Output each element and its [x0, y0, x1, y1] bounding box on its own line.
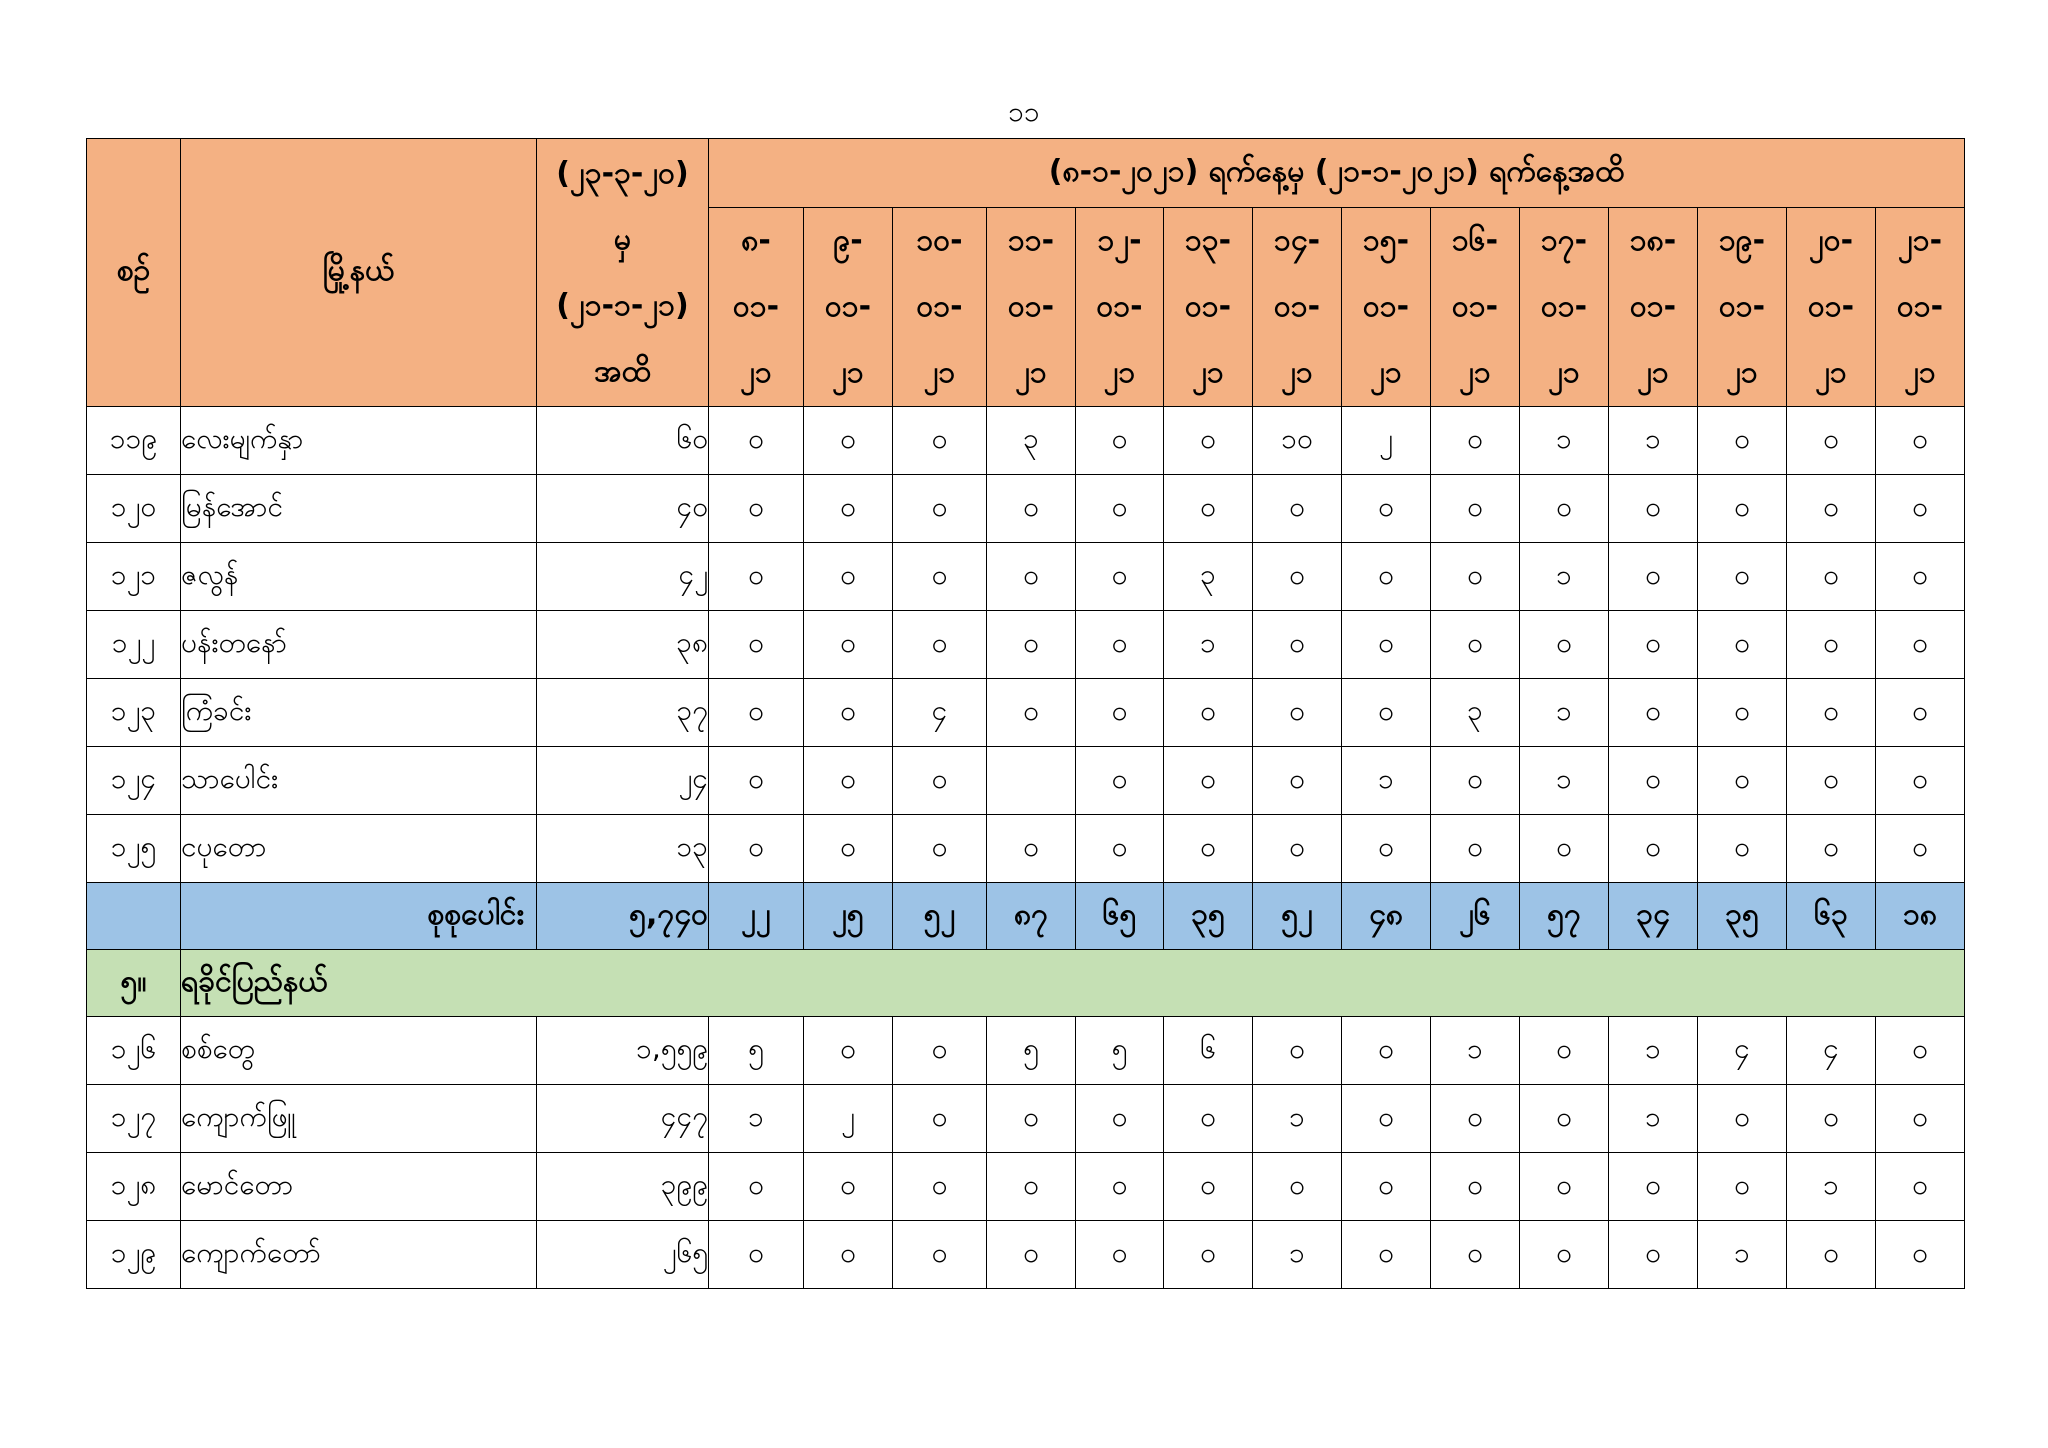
header-date-part: ၂၁	[1192, 355, 1224, 390]
row-value: ၀	[1520, 1017, 1609, 1085]
row-value: ၀	[1342, 1221, 1431, 1289]
header-date	[987, 208, 1076, 407]
header-date	[893, 208, 987, 407]
row-sr: ၁၁၉	[87, 407, 181, 475]
row-value: ၀	[1431, 611, 1520, 679]
row-sr: ၁၂၀	[87, 475, 181, 543]
row-value: ၀	[1520, 1221, 1609, 1289]
covid-cases-table	[86, 138, 1965, 1289]
header-date	[804, 208, 893, 407]
row-value: ၄	[1698, 1017, 1787, 1085]
header-date-part: ၂၁	[1459, 355, 1491, 390]
row-total: ၄၂	[537, 543, 709, 611]
row-value: ၀	[709, 1153, 804, 1221]
header-date-part: ၀၁-	[732, 289, 780, 324]
row-value: ၆	[1164, 1017, 1253, 1085]
row-value: ၁	[1520, 543, 1609, 611]
header-range-line: (၂၃-၃-၂၀)	[556, 155, 689, 191]
row-value: ၀	[1876, 815, 1965, 883]
row-value: ၀	[1876, 407, 1965, 475]
row-value: ၀	[1342, 611, 1431, 679]
row-value: ၀	[1431, 1153, 1520, 1221]
header-date-part: ၂၁	[1548, 355, 1580, 390]
row-value: ၅	[987, 1017, 1076, 1085]
row-value: ၁	[1431, 1017, 1520, 1085]
total-value: ၁၈	[1876, 883, 1965, 950]
row-value: ၀	[1698, 747, 1787, 815]
row-value: ၀	[1253, 747, 1342, 815]
table-row	[87, 815, 1965, 883]
row-value: ၀	[1698, 1085, 1787, 1153]
header-date-part: ၁၃-	[1184, 223, 1232, 258]
row-value: ၀	[1342, 1085, 1431, 1153]
header-date-part: ၀၁-	[1007, 289, 1055, 324]
row-value: ၀	[1076, 815, 1164, 883]
row-value: ၀	[1520, 475, 1609, 543]
total-value: ၂၂	[709, 883, 804, 950]
header-date-part: ၀၁-	[1096, 289, 1143, 324]
row-value: ၀	[804, 747, 893, 815]
row-township: ကျောက်တော်	[181, 1221, 537, 1289]
row-value: ၀	[1520, 1085, 1609, 1153]
header-date-part: ၁၆-	[1451, 223, 1499, 258]
header-date-part: ၉-	[833, 223, 863, 258]
row-value: ၀	[1876, 1017, 1965, 1085]
row-township: မြန်အောင်	[181, 475, 537, 543]
table-row	[87, 1017, 1965, 1085]
header-date	[1342, 208, 1431, 407]
total-label: စုစုပေါင်း	[181, 883, 537, 950]
row-value: ၀	[709, 747, 804, 815]
row-value: ၀	[987, 1085, 1076, 1153]
table-row	[87, 679, 1965, 747]
row-total: ၃၈	[537, 611, 709, 679]
header-date-part: ၂၁	[1103, 355, 1136, 390]
row-sr: ၁၂၄	[87, 747, 181, 815]
row-value: ၀	[893, 815, 987, 883]
row-value: ၀	[987, 1153, 1076, 1221]
row-value: ၀	[709, 611, 804, 679]
row-value: ၀	[1076, 475, 1164, 543]
row-value: ၀	[1876, 1085, 1965, 1153]
total-value: ၅၇	[1520, 883, 1609, 950]
row-value: ၃	[1431, 679, 1520, 747]
row-value: ၁	[1698, 1221, 1787, 1289]
row-value: ၀	[1076, 1153, 1164, 1221]
row-value: ၀	[1609, 1153, 1698, 1221]
row-value: ၀	[1787, 679, 1876, 747]
row-value: ၀	[1076, 611, 1164, 679]
row-value: ၀	[1876, 1153, 1965, 1221]
header-date-part: ၀၁-	[1540, 289, 1588, 324]
row-value: ၀	[804, 815, 893, 883]
row-sr: ၁၂၉	[87, 1221, 181, 1289]
header-date-part: ၀၁-	[1629, 289, 1677, 324]
total-value: ၆၅	[1076, 883, 1164, 950]
row-value: ၀	[987, 611, 1076, 679]
row-value: ၀	[1431, 1085, 1520, 1153]
header-sr: စဉ်	[87, 139, 181, 407]
row-value: ၀	[1253, 475, 1342, 543]
row-value: ၀	[1253, 543, 1342, 611]
row-value: ၀	[1431, 475, 1520, 543]
row-value: ၀	[1698, 475, 1787, 543]
header-date-part: ၁၄-	[1273, 223, 1321, 258]
row-value: ၀	[709, 407, 804, 475]
row-township: သာပေါင်း	[181, 747, 537, 815]
row-value: ၀	[1253, 1017, 1342, 1085]
row-value	[987, 747, 1076, 815]
header-date	[1520, 208, 1609, 407]
table-row	[87, 611, 1965, 679]
header-date-part: ၂၁	[1281, 355, 1313, 390]
header-date-part: ၀၁-	[1718, 289, 1766, 324]
row-value: ၁	[1609, 407, 1698, 475]
row-value: ၀	[804, 1221, 893, 1289]
row-value: ၀	[893, 1017, 987, 1085]
row-value: ၀	[987, 475, 1076, 543]
header-date-part: ၂၁	[1015, 355, 1047, 390]
row-value: ၀	[1164, 475, 1253, 543]
row-value: ၀	[1609, 815, 1698, 883]
row-value: ၀	[1076, 679, 1164, 747]
total-value: ၂၅	[804, 883, 893, 950]
row-value: ၀	[1342, 1153, 1431, 1221]
row-value: ၀	[1609, 611, 1698, 679]
header-date-part: ၀၁-	[1807, 289, 1855, 324]
row-sr: ၁၂၇	[87, 1085, 181, 1153]
row-value: ၀	[1076, 407, 1164, 475]
row-value: ၀	[987, 815, 1076, 883]
total-empty-cell	[87, 883, 181, 950]
row-value: ၀	[1520, 1153, 1609, 1221]
header-date	[1698, 208, 1787, 407]
section-name: ရခိုင်ပြည်နယ်	[181, 950, 1965, 1017]
row-sr: ၁၂၈	[87, 1153, 181, 1221]
row-total: ၃၇	[537, 679, 709, 747]
row-value: ၁	[1609, 1085, 1698, 1153]
row-value: ၀	[893, 1085, 987, 1153]
row-value: ၁၀	[1253, 407, 1342, 475]
row-value: ၀	[1164, 747, 1253, 815]
total-value: ၄၈	[1342, 883, 1431, 950]
row-total: ၁,၅၅၉	[537, 1017, 709, 1085]
row-value: ၀	[1431, 815, 1520, 883]
row-value: ၀	[1876, 475, 1965, 543]
row-value: ၀	[1787, 1221, 1876, 1289]
header-date-part: ၀၁-	[1273, 289, 1321, 324]
table-row	[87, 1085, 1965, 1153]
row-value: ၀	[1076, 543, 1164, 611]
header-date-part: ၁၁-	[1007, 223, 1055, 258]
row-value: ၀	[1876, 611, 1965, 679]
row-value: ၀	[1076, 1221, 1164, 1289]
row-value: ၀	[804, 475, 893, 543]
row-value: ၀	[1342, 475, 1431, 543]
row-value: ၀	[804, 1153, 893, 1221]
row-township: လေးမျက်နှာ	[181, 407, 537, 475]
row-sr: ၁၂၃	[87, 679, 181, 747]
header-date-part: ၂၁-	[1897, 223, 1943, 258]
header-date-part: ၁၉-	[1718, 223, 1766, 258]
row-value: ၀	[709, 679, 804, 747]
row-value: ၁	[1342, 747, 1431, 815]
header-date-part: ၁၂-	[1097, 223, 1142, 258]
row-value: ၁	[1520, 407, 1609, 475]
row-value: ၁	[1253, 1221, 1342, 1289]
row-value: ၃	[987, 407, 1076, 475]
row-value: ၀	[1787, 611, 1876, 679]
header-date-part: ၂၁	[1904, 355, 1936, 390]
row-value: ၀	[1876, 543, 1965, 611]
row-value: ၀	[804, 679, 893, 747]
total-value: ၃၅	[1164, 883, 1253, 950]
row-value: ၁	[1787, 1153, 1876, 1221]
header-date-part: ၂၁	[1726, 355, 1758, 390]
total-value: ၅၂	[893, 883, 987, 950]
row-value: ၀	[1342, 543, 1431, 611]
row-sr: ၁၂၁	[87, 543, 181, 611]
row-value: ၀	[893, 611, 987, 679]
row-value: ၀	[1876, 679, 1965, 747]
row-value: ၀	[1698, 815, 1787, 883]
row-value: ၃	[1164, 543, 1253, 611]
header-date	[1609, 208, 1698, 407]
row-value: ၀	[893, 1221, 987, 1289]
row-value: ၀	[709, 1221, 804, 1289]
header-date-part: ၂၁	[832, 355, 864, 390]
total-value: ၈၇	[987, 883, 1076, 950]
header-date-part: ၁၀-	[916, 223, 963, 258]
row-value: ၀	[1164, 1153, 1253, 1221]
row-township: စစ်တွေ	[181, 1017, 537, 1085]
row-value: ၁	[1520, 747, 1609, 815]
total-value: ၂၆	[1431, 883, 1520, 950]
header-date	[1431, 208, 1520, 407]
row-sr: ၁၂၅	[87, 815, 181, 883]
header-date	[1876, 208, 1965, 407]
row-value: ၁	[1164, 611, 1253, 679]
row-value: ၀	[987, 679, 1076, 747]
row-value: ၄	[1787, 1017, 1876, 1085]
table-row	[87, 747, 1965, 815]
header-date-part: ၀၁-	[824, 289, 872, 324]
header-date-part: ၁၇-	[1540, 223, 1588, 258]
row-value: ၂	[1342, 407, 1431, 475]
header-date-part: ၁၈-	[1629, 223, 1677, 258]
row-value: ၁	[1253, 1085, 1342, 1153]
row-value: ၀	[1609, 1221, 1698, 1289]
header-date-part: ၂၀-	[1808, 223, 1854, 258]
header-date	[1253, 208, 1342, 407]
row-township: ကြံခင်း	[181, 679, 537, 747]
row-value: ၀	[1698, 543, 1787, 611]
header-date-part: ၁၅-	[1362, 223, 1410, 258]
row-value: ၀	[709, 475, 804, 543]
row-value: ၀	[1253, 1153, 1342, 1221]
row-value: ၀	[1609, 475, 1698, 543]
table-row	[87, 543, 1965, 611]
section-sr: ၅။	[87, 950, 181, 1017]
row-value: ၀	[1076, 747, 1164, 815]
row-total: ၁၃	[537, 815, 709, 883]
row-value: ၀	[1787, 815, 1876, 883]
row-value: ၀	[1342, 679, 1431, 747]
section-row	[87, 950, 1965, 1017]
row-value: ၀	[893, 1153, 987, 1221]
row-value: ၀	[1164, 1221, 1253, 1289]
row-value: ၀	[1698, 611, 1787, 679]
row-total: ၆၀	[537, 407, 709, 475]
table-row	[87, 1153, 1965, 1221]
row-value: ၀	[1253, 815, 1342, 883]
page-number: ၁၁	[1008, 95, 1040, 128]
row-value: ၀	[893, 543, 987, 611]
table-row	[87, 475, 1965, 543]
header-date-part: ၀၁-	[1896, 289, 1944, 324]
header-date	[1164, 208, 1253, 407]
header-date-part: ၈-	[741, 223, 771, 258]
row-value: ၀	[1609, 543, 1698, 611]
header-date-part: ၀၁-	[916, 289, 963, 324]
row-total: ၂၄	[537, 747, 709, 815]
row-value: ၀	[893, 475, 987, 543]
row-value: ၀	[1253, 611, 1342, 679]
row-value: ၀	[987, 543, 1076, 611]
header-period: (၈-၁-၂၀၂၁) ရက်နေ့မှ (၂၁-၁-၂၀၂၁) ရက်နေ့အထိ	[709, 139, 1965, 208]
row-value: ၀	[709, 815, 804, 883]
header-range	[537, 139, 709, 407]
header-date	[1787, 208, 1876, 407]
row-value: ၀	[804, 543, 893, 611]
row-total: ၄၀	[537, 475, 709, 543]
total-value: ၆၃	[1787, 883, 1876, 950]
row-township: ကျောက်ဖြူ	[181, 1085, 537, 1153]
header-date-part: ၂၁	[740, 355, 772, 390]
row-value: ၀	[1431, 407, 1520, 475]
row-township: မောင်တော	[181, 1153, 537, 1221]
total-row	[87, 883, 1965, 950]
row-value: ၀	[1787, 475, 1876, 543]
row-value: ၀	[987, 1221, 1076, 1289]
row-value: ၀	[1164, 1085, 1253, 1153]
header-date-part: ၂၁	[1370, 355, 1402, 390]
row-value: ၁	[1520, 679, 1609, 747]
row-total: ၄၄၇	[537, 1085, 709, 1153]
row-value: ၀	[804, 611, 893, 679]
header-range-line: မှ	[613, 221, 632, 257]
header-date-part: ၀၁-	[1184, 289, 1232, 324]
header-date-part: ၂၁	[923, 355, 956, 390]
row-value: ၀	[1787, 543, 1876, 611]
row-value: ၄	[893, 679, 987, 747]
row-value: ၀	[1431, 747, 1520, 815]
table-row	[87, 407, 1965, 475]
row-value: ၀	[1076, 1085, 1164, 1153]
header-date-part: ၀၁-	[1451, 289, 1499, 324]
row-township: ငပုတော	[181, 815, 537, 883]
row-value: ၀	[1253, 679, 1342, 747]
header-range-line: (၂၁-၁-၂၁)	[556, 287, 689, 323]
total-value: ၃၅	[1698, 883, 1787, 950]
row-value: ၅	[709, 1017, 804, 1085]
row-value: ၁	[709, 1085, 804, 1153]
row-value: ၀	[1876, 747, 1965, 815]
row-total: ၂၆၅	[537, 1221, 709, 1289]
row-value: ၀	[804, 1017, 893, 1085]
row-value: ၀	[1342, 815, 1431, 883]
header-township: မြို့နယ်	[181, 139, 537, 407]
row-value: ၀	[1876, 1221, 1965, 1289]
row-township: ဇလွန်	[181, 543, 537, 611]
row-value: ၁	[1609, 1017, 1698, 1085]
table-row	[87, 1221, 1965, 1289]
row-value: ၀	[1787, 407, 1876, 475]
row-sr: ၁၂၂	[87, 611, 181, 679]
total-value: ၅၂	[1253, 883, 1342, 950]
header-range-line: အထိ	[594, 353, 651, 389]
row-value: ၀	[1609, 747, 1698, 815]
row-value: ၀	[1787, 1085, 1876, 1153]
header-date-part: ၂၁	[1815, 355, 1847, 390]
header-date	[709, 208, 804, 407]
row-value: ၀	[1164, 407, 1253, 475]
row-value: ၀	[893, 747, 987, 815]
row-value: ၀	[1164, 815, 1253, 883]
row-value: ၀	[1698, 679, 1787, 747]
row-value: ၀	[1164, 679, 1253, 747]
row-value: ၀	[1431, 543, 1520, 611]
row-value: ၀	[1520, 815, 1609, 883]
row-value: ၀	[1342, 1017, 1431, 1085]
row-value: ၀	[1787, 747, 1876, 815]
row-value: ၂	[804, 1085, 893, 1153]
row-value: ၀	[1698, 407, 1787, 475]
row-value: ၀	[804, 407, 893, 475]
header-date-part: ၀၁-	[1362, 289, 1410, 324]
row-value: ၅	[1076, 1017, 1164, 1085]
row-value: ၀	[1520, 611, 1609, 679]
row-value: ၀	[893, 407, 987, 475]
header-date	[1076, 208, 1164, 407]
row-value: ၀	[709, 543, 804, 611]
row-township: ပန်းတနော်	[181, 611, 537, 679]
header-date-part: ၂၁	[1637, 355, 1669, 390]
total-overall: ၅,၇၄၀	[537, 883, 709, 950]
row-value: ၀	[1698, 1153, 1787, 1221]
row-sr: ၁၂၆	[87, 1017, 181, 1085]
row-total: ၃၉၉	[537, 1153, 709, 1221]
row-value: ၀	[1609, 679, 1698, 747]
row-value: ၀	[1431, 1221, 1520, 1289]
total-value: ၃၄	[1609, 883, 1698, 950]
